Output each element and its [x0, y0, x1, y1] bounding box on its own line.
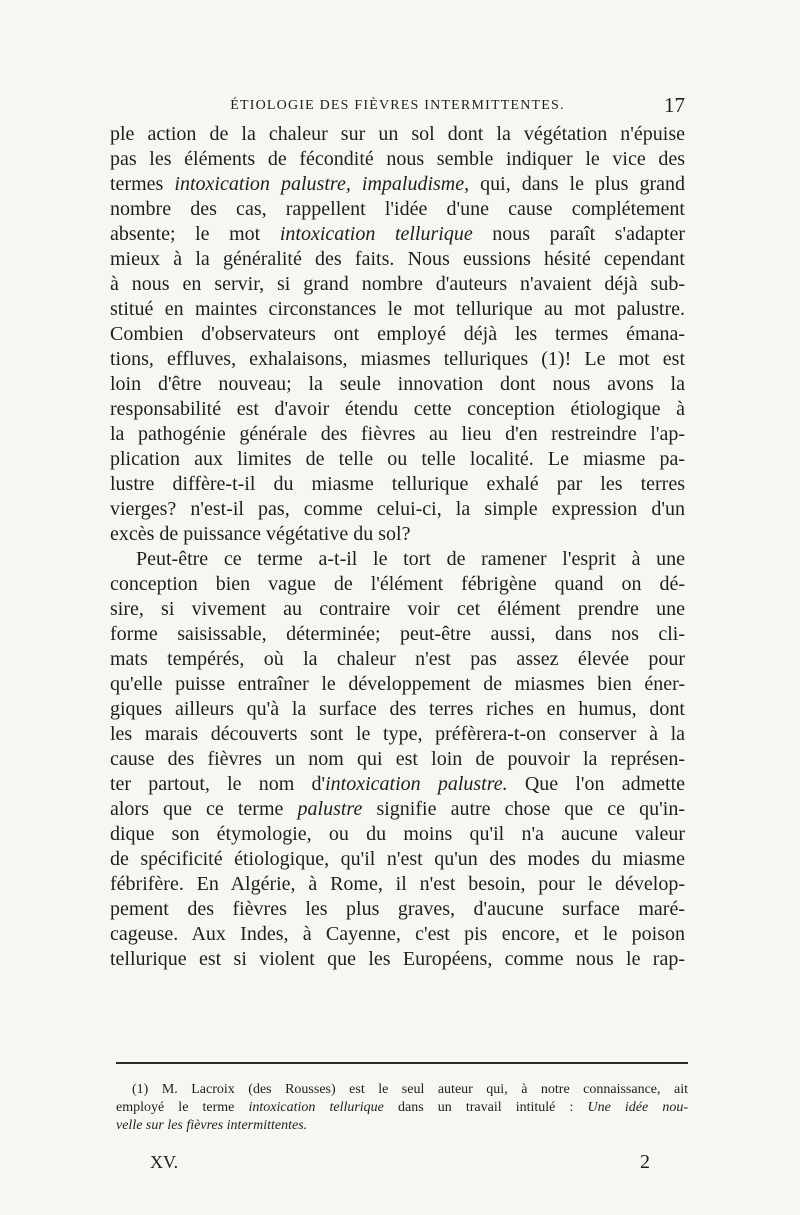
text-run: sire, si vivement au contraire voir cet élément prendre une	[110, 598, 685, 620]
text-run: plication aux limites de telle ou telle localité. Le miasme pa-	[110, 448, 685, 470]
body-line	[110, 647, 685, 672]
text-run: dans un travail intitulé :	[383, 1100, 588, 1115]
body-line	[110, 822, 685, 847]
italic-text-run: velle sur les fièvres intermittentes.	[116, 1118, 308, 1133]
body-line	[110, 522, 685, 547]
italic-text-run: intoxication palustre, impaludisme,	[174, 173, 470, 195]
text-run: qu'elle puisse entraîner le développement de miasmes bien éner-	[110, 673, 685, 695]
body-line	[110, 197, 685, 222]
text-run: excès de puissance végétative du sol?	[110, 523, 411, 545]
body-line	[110, 797, 685, 822]
text-run: giques ailleurs qu'à la surface des terres riches en humus, dont	[110, 698, 685, 720]
text-run: stitué en maintes circonstances le mot tellurique au mot palustre.	[110, 298, 685, 320]
text-run: conception bien vague de l'élément fébrigène quand on dé-	[110, 573, 685, 595]
text-run: qui, dans le plus grand	[469, 173, 685, 195]
body-line	[110, 397, 685, 422]
text-run: mieux à la généralité des faits. Nous eussions hésité cependant	[110, 248, 685, 270]
running-title: ÉTIOLOGIE DES FIÈVRES INTERMITTENTES.	[230, 98, 565, 113]
italic-text-run: intoxication tellurique	[248, 1100, 384, 1115]
body-line	[110, 347, 685, 372]
body-line	[110, 297, 685, 322]
body-line	[110, 672, 685, 697]
text-run: ter partout, le nom d'	[110, 773, 326, 795]
signature-mark: XV.	[150, 1152, 179, 1172]
text-run: nombre des cas, rappellent l'idée d'une cause complétement	[110, 198, 685, 220]
body-line	[110, 372, 685, 397]
body-line	[110, 747, 685, 772]
text-run: absente; le mot	[110, 223, 280, 245]
body-line	[110, 547, 685, 572]
text-run: dique son étymologie, ou du moins qu'il n'a aucune valeur	[110, 823, 685, 845]
italic-text-run: Une idée nou-	[587, 1100, 688, 1115]
body-line	[110, 247, 685, 272]
text-run: mats tempérés, où la chaleur n'est pas assez élevée pour	[110, 648, 685, 670]
text-run: de spécificité étiologique, qu'il n'est qu'un des modes du miasme	[110, 848, 685, 870]
body-line	[110, 947, 685, 972]
text-run: vierges? n'est-il pas, comme celui-ci, la simple expression d'un	[110, 498, 685, 520]
body-line	[110, 622, 685, 647]
body-line	[110, 572, 685, 597]
text-run: loin d'être nouveau; la seule innovation dont nous avons la	[110, 373, 685, 395]
footnote-divider	[116, 1062, 688, 1064]
text-run: signifie autre chose que ce qu'in-	[362, 798, 685, 820]
signature-number: 2	[640, 1151, 650, 1173]
text-run: à nous en servir, si grand nombre d'auteurs n'avaient déjà sub-	[110, 273, 685, 295]
body-line	[110, 447, 685, 472]
body-line	[110, 322, 685, 347]
footnote-line	[116, 1081, 688, 1099]
italic-text-run: intoxication tellurique	[279, 223, 473, 245]
text-run: fébrifère. En Algérie, à Rome, il n'est besoin, pour le dévelop-	[110, 873, 685, 895]
running-head	[110, 94, 685, 118]
body-line	[110, 122, 685, 147]
text-run: Combien d'observateurs ont employé déjà les termes émana-	[110, 323, 685, 345]
body-line	[110, 922, 685, 947]
text-run: Peut-être ce terme a-t-il le tort de ramener l'esprit à une	[136, 548, 685, 570]
text-run: cageuse. Aux Indes, à Cayenne, c'est pis encore, et le poison	[110, 923, 685, 945]
body-line	[110, 847, 685, 872]
text-run: nous paraît s'adapter	[472, 223, 685, 245]
page-number: 17	[664, 93, 685, 117]
text-run: pement des fièvres les plus graves, d'aucune surface maré-	[110, 898, 685, 920]
body-line	[110, 422, 685, 447]
text-run: (1) M. Lacroix (des Rousses) est le seul auteur qui, à notre connaissance, ait	[132, 1082, 688, 1097]
text-run: tellurique est si violent que les Européens, comme nous le rap-	[110, 948, 685, 970]
text-run: alors que ce terme	[110, 798, 298, 820]
text-run: tions, effluves, exhalaisons, miasmes telluriques (1)! Le mot est	[110, 348, 685, 370]
body-line	[110, 872, 685, 897]
body-line	[110, 597, 685, 622]
footnotes	[116, 1081, 688, 1135]
body-line	[110, 722, 685, 747]
text-run: termes	[110, 173, 175, 195]
body-line	[110, 697, 685, 722]
body-line	[110, 272, 685, 297]
text-run: Que l'on admette	[507, 773, 685, 795]
text-run: cause des fièvres un nom qui est loin de pouvoir la représen-	[110, 748, 685, 770]
italic-text-run: intoxication palustre.	[325, 773, 508, 795]
text-run: ple action de la chaleur sur un sol dont la végétation n'épuise	[110, 123, 685, 145]
body-line	[110, 772, 685, 797]
text-run: pas les éléments de fécondité nous semble indiquer le vice des	[110, 148, 685, 170]
body-line	[110, 222, 685, 247]
body-line	[110, 147, 685, 172]
body-line	[110, 897, 685, 922]
italic-text-run: palustre	[297, 798, 363, 820]
footnote-line	[116, 1117, 688, 1135]
body-line	[110, 497, 685, 522]
body-line	[110, 172, 685, 197]
text-run: les marais découverts sont le type, préfèrera-t-on conserver à la	[110, 723, 685, 745]
text-run: responsabilité est d'avoir étendu cette conception étiologique à	[110, 398, 685, 420]
body-line	[110, 472, 685, 497]
text-run: forme saisissable, déterminée; peut-être aussi, dans nos cli-	[110, 623, 685, 645]
text-run: employé le terme	[116, 1100, 249, 1115]
printer-signature	[150, 1148, 650, 1176]
text-run: lustre diffère-t-il du miasme tellurique exhalé par les terres	[110, 473, 685, 495]
text-run: la pathogénie générale des fièvres au lieu d'en restreindre l'ap-	[110, 423, 685, 445]
footnote-line	[116, 1099, 688, 1117]
body-text	[110, 122, 685, 972]
